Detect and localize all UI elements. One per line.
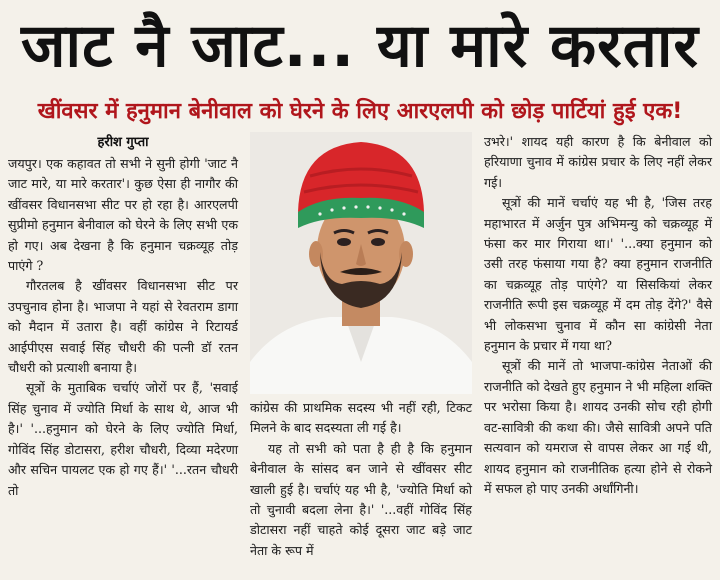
- paragraph: सूत्रों की मानें चर्चाएं यह भी है, 'जिस तरह महाभारत में अर्जुन पुत्र अभिमन्यु को चक्रव्यूह में फंसा कर मार गिराया था।' '...क्या हनुमान को उसी तरह फंसाया गया है? क्या हनुमान राजनीति का चक्रव्यूह तोड़ पाएंगे? या सिसकियां लेकर राजनीति रूपी इस चक्रव्यूह में दम तोड़ देंगे?' वैसे भी लोकसभा चुनाव में कौन सा कांग्रेसी नेता हनुमान के प्रचार में गया था?: [484, 195, 712, 354]
- paragraph: गौरतलब है खींवसर विधानसभा सीट पर उपचुनाव होना है। भाजपा ने यहां से रेवतराम डागा को मैदान में उतारा है। वहीं कांग्रेस ने रिटायर्ड आईपीएस सवाई सिंह चौधरी की पत्नी डॉ रतन चौधरी को प्रत्याशी बनाया है।: [8, 278, 238, 376]
- article-column-1: [8, 132, 238, 501]
- portrait-photo: [250, 132, 472, 394]
- headline: जाट नै जाट... या मारे करतार: [21, 11, 699, 81]
- article-column-3: [484, 132, 712, 499]
- byline: हरीश गुप्ता: [97, 135, 149, 150]
- subheadline: खींवसर में हनुमान बेनीवाल को घेरने के लिए आरएलपी को छोड़ पार्टियां हुई एक!: [37, 99, 683, 124]
- paragraph: सूत्रों के मुताबिक चर्चाएं जोरों पर हैं, 'सवाई सिंह चुनाव में ज्योति मिर्धा के साथ थे, आज भी है।' '...हनुमान को घेरने के लिए ज्योति मिर्धा, गोविंद सिंह डोटासरा, हरीश चौधरी, दिव्या मदेरणा और सचिन पायलट एक हो गए हैं।' '...रतन चौधरी तो: [8, 380, 238, 498]
- article-column-2: [250, 398, 472, 561]
- paragraph: उभरे।' शायद यही कारण है कि बेनीवाल को हरियाणा चुनाव में कांग्रेस प्रचार के लिए नहीं लेकर गई।: [484, 134, 712, 190]
- paragraph: सूत्रों की मानें तो भाजपा-कांग्रेस नेताओं की राजनीति को देखते हुए हनुमान ने भी महिला शक्ति पर भरोसा किया है। शायद उनकी सोच रही होगी वट-सावित्री की कथा की। जैसे सावित्री अपने पति सत्यवान को यमराज से वापस लेकर आ गई थी, शायद हनुमान को राजनीतिक हत्या होने से रोकने में सफल हो पाए उनकी अर्धांगिनी।: [484, 358, 712, 496]
- paragraph: जयपुर। एक कहावत तो सभी ने सुनी होगी 'जाट नै जाट मारे, या मारे करतार'। कुछ ऐसा ही नागौर की खींवसर विधानसभा सीट पर हो रहा है। आरएलपी सुप्रीमो हनुमान बेनीवाल को घेरने के लिए सभी एक हो गए। अब देखना है कि हनुमान चक्रव्यूह तोड़ पाएंगे ?: [8, 156, 238, 274]
- paragraph: कांग्रेस की प्राथमिक सदस्य भी नहीं रही, टिकट मिलने के बाद सदस्यता ली गई है।: [250, 400, 472, 436]
- paragraph: यह तो सभी को पता है ही है कि हनुमान बेनीवाल के सांसद बन जाने से खींवसर सीट खाली हुई है। चर्चाएं यह भी है, 'ज्योति मिर्धा को तो चुनावी बदला लेना है।' '...वहीं गोविंद सिंह डोटासरा नहीं चाहते कोई दूसरा जाट बड़े जाट नेता के रूप में: [250, 440, 472, 558]
